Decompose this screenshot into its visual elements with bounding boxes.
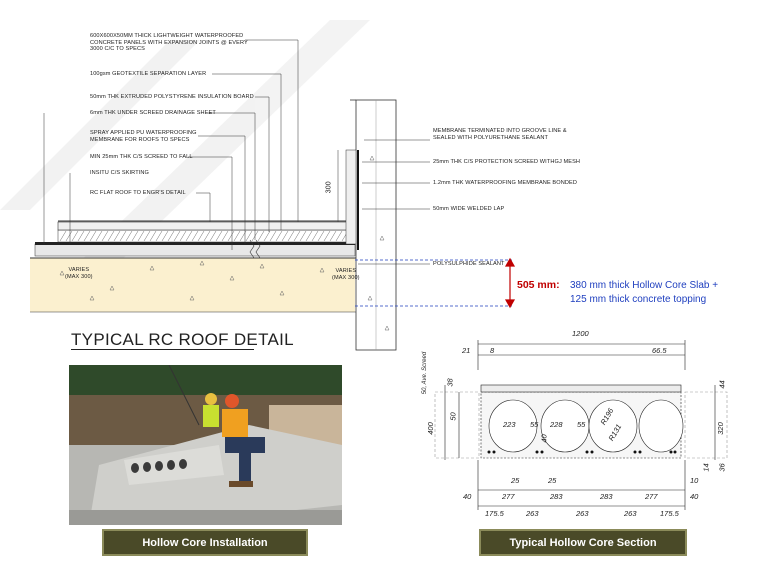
note-protection-screed: 25mm THK C/S PROTECTION SCREED WITHGJ MESH <box>433 159 581 165</box>
dim-36: 36 <box>717 463 727 472</box>
dim-b40a: 40 <box>463 492 472 501</box>
note-drainage-sheet: 6mm THK UNDER SCREED DRAINAGE SHEET <box>90 110 216 116</box>
depth-description: 380 mm thick Hollow Core Slab + 125 mm thick concrete topping <box>570 280 719 305</box>
note-pu-membrane: SPRAY APPLIED PU WATERPROOFING MEMBRANE FOR ROOFS TO SPECS <box>90 130 197 143</box>
dim-c175b: 175.5 <box>660 509 679 518</box>
skirting <box>346 150 356 244</box>
note-polysulphide: POLYSULPHIDE SEALANT <box>433 261 505 267</box>
dim-r131: R131 <box>606 422 624 443</box>
dim-40v: 40 <box>539 434 549 443</box>
dim-b40b: 40 <box>690 492 699 501</box>
dim-14: 14 <box>701 463 711 472</box>
dim-b283b: 283 <box>600 492 613 501</box>
construction-photo <box>69 365 342 525</box>
dim-66-5: 66.5 <box>652 346 667 355</box>
detail-title: TYPICAL RC ROOF DETAIL <box>71 330 294 349</box>
dim-10: 10 <box>690 476 699 485</box>
dim-b277a: 277 <box>502 492 515 501</box>
dim-c263b: 263 <box>576 509 589 518</box>
dim-c175a: 175.5 <box>485 509 504 518</box>
dim-55a: 55 <box>530 420 539 429</box>
note-welded-lap: 50mm WIDE WELDED LAP <box>433 206 505 212</box>
dim-25a: 25 <box>511 476 520 485</box>
dim-50: 50 <box>448 412 458 421</box>
dim-screed: 50, Ave. Screed <box>422 351 429 395</box>
depth-arrow <box>506 259 514 307</box>
dim-38: 38 <box>445 378 455 387</box>
dim-c263c: 263 <box>624 509 637 518</box>
concrete-panels <box>58 222 355 230</box>
note-skirting: INSITU C/S SKIRTING <box>90 170 149 176</box>
dim-21: 21 <box>462 346 471 355</box>
note-insulation: 50mm THK EXTRUDED POLYSTYRENE INSULATION BOARD <box>90 94 254 100</box>
dim-b277b: 277 <box>645 492 658 501</box>
note-waterproof-membrane: 1.2mm THK WATERPROOFING MEMBRANE BONDED <box>433 180 577 186</box>
note-rc-roof: RC FLAT ROOF TO ENGR'S DETAIL <box>90 190 186 196</box>
note-membrane-terminated: MEMBRANE TERMINATED INTO GROOVE LINE & SEALED WITH POLYURETHANE SEALANT <box>433 128 567 141</box>
dim-25b: 25 <box>548 476 557 485</box>
dim-223: 223 <box>503 420 516 429</box>
dim-r196: R196 <box>598 406 616 427</box>
caption-section: Typical Hollow Core Section <box>479 529 687 556</box>
dim-c263a: 263 <box>526 509 539 518</box>
title-underline <box>71 349 254 350</box>
varies-right: VARIES (MAX 300) <box>332 268 360 281</box>
note-geotextile: 100gsm GEOTEXTILE SEPARATION LAYER <box>90 71 207 77</box>
dim-400: 400 <box>425 422 435 435</box>
dim-320: 320 <box>715 422 725 435</box>
dim-44: 44 <box>717 380 727 389</box>
dim-55b: 55 <box>577 420 586 429</box>
note-screed: MIN 25mm THK C/S SCREED TO FALL <box>90 154 193 160</box>
depth-value: 505 mm: <box>517 279 560 291</box>
dim-1200: 1200 <box>572 329 589 338</box>
caption-installation: Hollow Core Installation <box>102 529 308 556</box>
dim-b283a: 283 <box>550 492 563 501</box>
drainage-sheet <box>35 242 355 245</box>
varies-left: VARIES (MAX 300) <box>65 267 93 280</box>
dim-228: 228 <box>550 420 563 429</box>
upstand-dim: 300 <box>325 181 333 194</box>
note-concrete-panels: 600X600X50MM THICK LIGHTWEIGHT WATERPROOFED CONCRETE PANELS WITH EXPANSION JOINTS @ EVERY 3000 C/C TO SPECS <box>90 33 248 53</box>
dim-8: 8 <box>490 346 495 355</box>
